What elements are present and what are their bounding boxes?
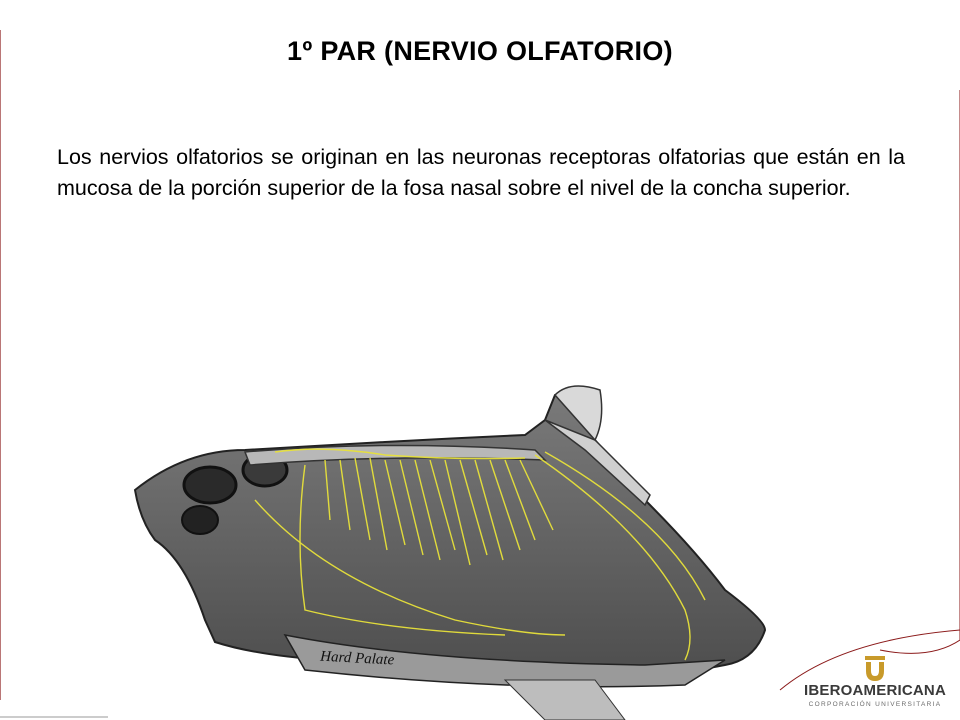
slide-body-text: Los nervios olfatorios se originan en las neuronas receptoras olfatorias que están en la mucosa de la porción superior de la fosa nasal sobre el nivel de la concha superior. bbox=[57, 145, 905, 200]
hard-palate-label: Hard Palate bbox=[319, 648, 395, 669]
olfactory-nerve-illustration bbox=[125, 380, 795, 720]
slide-title: 1º PAR (NERVIO OLFATORIO) bbox=[287, 36, 673, 66]
logo-subtitle: CORPORACIÓN UNIVERSITARIA bbox=[808, 701, 942, 708]
iberoamericana-logo bbox=[800, 655, 950, 717]
university-shield-icon bbox=[862, 655, 888, 683]
logo-name: IBEROAMERICANA bbox=[804, 682, 946, 699]
